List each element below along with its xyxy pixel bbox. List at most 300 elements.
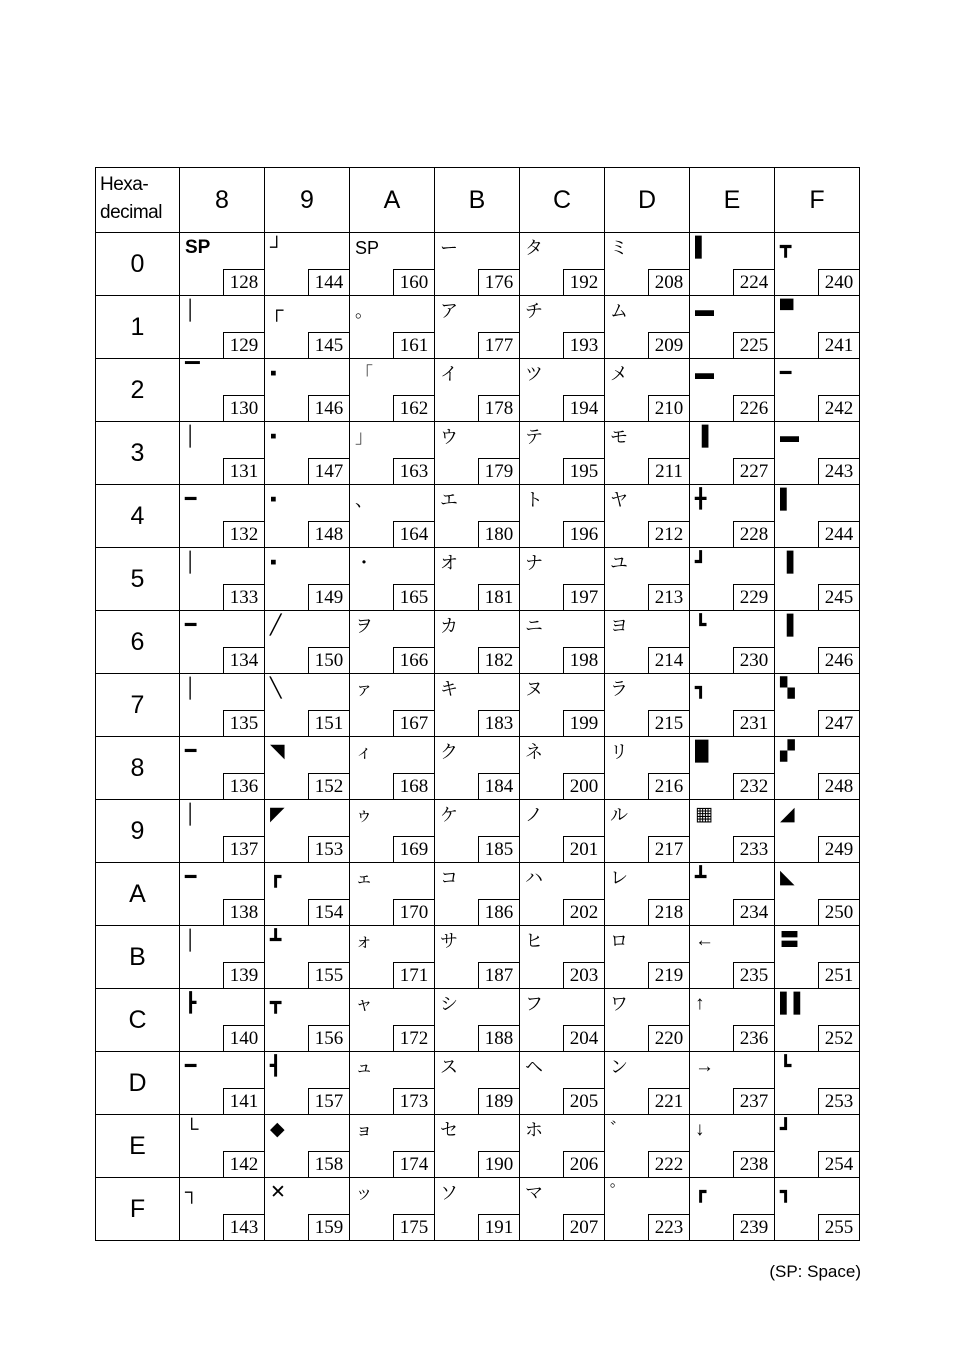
decimal-code: 243 <box>818 458 859 484</box>
code-cell <box>605 800 690 863</box>
decimal-code: 247 <box>818 710 859 736</box>
row-header-C: C <box>96 989 180 1052</box>
character-glyph: レ <box>610 868 628 888</box>
code-cell <box>435 800 520 863</box>
decimal-code: 175 <box>393 1214 434 1240</box>
character-glyph: ┐ <box>185 1182 199 1203</box>
character-glyph: ▬ <box>695 300 714 321</box>
character-glyph: ネ <box>525 742 543 762</box>
code-cell <box>180 1052 265 1115</box>
hexadecimal-corner-label <box>96 168 180 233</box>
code-cell <box>520 233 605 296</box>
decimal-code: 199 <box>563 710 604 736</box>
character-glyph: ╱ <box>270 615 282 636</box>
character-glyph: ォ <box>355 931 373 951</box>
decimal-code: 129 <box>223 332 264 358</box>
decimal-code: 187 <box>478 962 519 988</box>
table-row <box>96 548 860 611</box>
decimal-code: 152 <box>308 773 349 799</box>
character-glyph: ◢ <box>780 804 795 825</box>
character-glyph: │ <box>185 426 197 447</box>
code-cell <box>690 548 775 611</box>
code-cell <box>435 1178 520 1241</box>
decimal-code: 232 <box>733 773 774 799</box>
code-cell <box>265 989 350 1052</box>
character-glyph: ▪ <box>270 489 277 510</box>
column-header-B: B <box>435 168 520 233</box>
character-glyph: ワ <box>610 994 628 1014</box>
code-cell <box>350 359 435 422</box>
column-header-row <box>96 168 860 233</box>
row-header-7: 7 <box>96 674 180 737</box>
code-cell <box>605 674 690 737</box>
code-cell <box>520 1052 605 1115</box>
code-cell <box>520 863 605 926</box>
decimal-code: 183 <box>478 710 519 736</box>
character-glyph: ェ <box>355 868 373 888</box>
character-glyph: イ <box>440 364 458 384</box>
character-glyph: → <box>695 1056 714 1077</box>
code-cell <box>180 485 265 548</box>
column-header-A: A <box>350 168 435 233</box>
code-cell <box>350 548 435 611</box>
character-glyph: エ <box>440 490 458 510</box>
row-header-2: 2 <box>96 359 180 422</box>
character-glyph: ◣ <box>780 867 795 888</box>
code-cell <box>605 737 690 800</box>
code-cell <box>180 359 265 422</box>
decimal-code: 163 <box>393 458 434 484</box>
code-cell <box>775 863 860 926</box>
character-glyph: ハ <box>525 868 543 888</box>
decimal-code: 150 <box>308 647 349 673</box>
decimal-code: 165 <box>393 584 434 610</box>
character-glyph: │ <box>185 552 197 573</box>
decimal-code: 213 <box>648 584 689 610</box>
decimal-code: 166 <box>393 647 434 673</box>
character-glyph: コ <box>440 868 458 888</box>
code-cell <box>435 1052 520 1115</box>
character-glyph: タ <box>525 238 543 258</box>
decimal-code: 221 <box>648 1088 689 1114</box>
character-glyph: ━ <box>185 489 197 510</box>
code-cell <box>435 233 520 296</box>
decimal-code: 130 <box>223 395 264 421</box>
decimal-code: 239 <box>733 1214 774 1240</box>
character-glyph: ✕ <box>270 1182 286 1203</box>
code-cell <box>605 989 690 1052</box>
row-header-F: F <box>96 1178 180 1241</box>
column-header-9: 9 <box>265 168 350 233</box>
decimal-code: 185 <box>478 836 519 862</box>
code-cell <box>265 296 350 359</box>
character-glyph: 、 <box>355 490 373 510</box>
code-cell <box>265 737 350 800</box>
decimal-code: 160 <box>393 269 434 295</box>
decimal-code: 171 <box>393 962 434 988</box>
character-glyph: ス <box>440 1057 458 1077</box>
row-header-A: A <box>96 863 180 926</box>
table-row <box>96 296 860 359</box>
code-cell <box>520 485 605 548</box>
code-cell <box>605 611 690 674</box>
character-glyph: ◆ <box>270 1119 285 1140</box>
decimal-code: 151 <box>308 710 349 736</box>
corner-line-1: Hexa- <box>100 174 149 195</box>
character-glyph: ┏ <box>270 867 282 888</box>
code-cell <box>520 989 605 1052</box>
character-glyph: ┌ <box>270 300 284 321</box>
character-glyph: ┻ <box>695 867 707 888</box>
character-glyph: ▀ <box>780 300 794 321</box>
decimal-code: 229 <box>733 584 774 610</box>
decimal-code: 128 <box>223 269 264 295</box>
code-cell <box>265 611 350 674</box>
code-cell <box>350 863 435 926</box>
decimal-code: 215 <box>648 710 689 736</box>
decimal-code: 191 <box>478 1214 519 1240</box>
character-glyph: ━ <box>185 615 197 636</box>
character-glyph: 。 <box>355 301 373 321</box>
decimal-code: 143 <box>223 1214 264 1240</box>
code-cell <box>690 926 775 989</box>
character-glyph: ャ <box>355 994 373 1014</box>
table-row <box>96 989 860 1052</box>
row-header-B: B <box>96 926 180 989</box>
code-cell <box>265 863 350 926</box>
decimal-code: 135 <box>223 710 264 736</box>
decimal-code: 155 <box>308 962 349 988</box>
decimal-code: 210 <box>648 395 689 421</box>
character-glyph: ル <box>610 805 628 825</box>
decimal-code: 237 <box>733 1088 774 1114</box>
decimal-code: 217 <box>648 836 689 862</box>
character-glyph: ▐ <box>780 552 794 573</box>
code-cell <box>775 233 860 296</box>
code-cell <box>350 233 435 296</box>
character-glyph: │ <box>185 804 197 825</box>
column-header-E: E <box>690 168 775 233</box>
decimal-code: 255 <box>818 1214 859 1240</box>
code-cell <box>350 611 435 674</box>
decimal-code: 132 <box>223 521 264 547</box>
decimal-code: 139 <box>223 962 264 988</box>
code-cell <box>265 1178 350 1241</box>
character-glyph: ツ <box>525 364 543 384</box>
character-glyph: ◥ <box>270 741 285 762</box>
character-glyph: 〓 <box>780 930 800 951</box>
code-cell <box>350 737 435 800</box>
code-cell <box>605 359 690 422</box>
character-glyph: ┗ <box>695 615 707 636</box>
corner-line-2: decimal <box>100 202 162 223</box>
decimal-code: 137 <box>223 836 264 862</box>
code-cell <box>690 233 775 296</box>
code-cell <box>520 1115 605 1178</box>
decimal-code: 200 <box>563 773 604 799</box>
character-glyph: │ <box>185 300 197 321</box>
code-cell <box>265 1115 350 1178</box>
code-cell <box>350 674 435 737</box>
decimal-code: 145 <box>308 332 349 358</box>
row-header-9: 9 <box>96 800 180 863</box>
decimal-code: 233 <box>733 836 774 862</box>
character-glyph: ┏ <box>695 1182 707 1203</box>
code-cell <box>265 548 350 611</box>
character-glyph: ッ <box>355 1183 373 1203</box>
column-header-F: F <box>775 168 860 233</box>
character-glyph: ▦ <box>695 804 713 825</box>
code-cell <box>350 1115 435 1178</box>
code-cell <box>180 926 265 989</box>
table-row <box>96 1115 860 1178</box>
character-glyph: ━ <box>185 741 197 762</box>
decimal-code: 168 <box>393 773 434 799</box>
code-cell <box>605 548 690 611</box>
character-glyph: サ <box>440 931 458 951</box>
decimal-code: 149 <box>308 584 349 610</box>
character-glyph: ヤ <box>610 490 628 510</box>
code-cell <box>690 485 775 548</box>
footnote: (SP: Space) <box>769 1262 861 1281</box>
decimal-code: 225 <box>733 332 774 358</box>
character-glyph: ┳ <box>270 993 282 1014</box>
code-cell <box>605 485 690 548</box>
code-cell <box>775 296 860 359</box>
code-cell <box>520 422 605 485</box>
character-glyph: ▔ <box>185 363 200 384</box>
character-glyph: SP <box>355 238 380 258</box>
character-glyph: SP <box>185 237 211 258</box>
character-glyph: │ <box>185 678 197 699</box>
code-cell <box>265 485 350 548</box>
code-cell <box>350 485 435 548</box>
code-cell <box>775 548 860 611</box>
character-glyph: │ <box>185 930 197 951</box>
code-cell <box>775 1178 860 1241</box>
code-cell <box>605 296 690 359</box>
character-glyph: ▌ <box>695 237 709 258</box>
code-cell <box>350 800 435 863</box>
code-cell <box>690 1115 775 1178</box>
character-glyph: 」 <box>355 427 373 447</box>
decimal-code: 204 <box>563 1025 604 1051</box>
decimal-code: 231 <box>733 710 774 736</box>
decimal-code: 196 <box>563 521 604 547</box>
character-glyph: ▚ <box>780 678 795 699</box>
code-cell <box>690 1178 775 1241</box>
decimal-code: 246 <box>818 647 859 673</box>
code-cell <box>690 1052 775 1115</box>
code-cell <box>265 233 350 296</box>
decimal-code: 214 <box>648 647 689 673</box>
code-cell <box>775 926 860 989</box>
character-glyph: ┫ <box>270 1056 282 1077</box>
row-header-3: 3 <box>96 422 180 485</box>
character-glyph: ▐ <box>780 615 794 636</box>
table-row <box>96 422 860 485</box>
code-cell <box>265 926 350 989</box>
code-cell <box>180 296 265 359</box>
decimal-code: 223 <box>648 1214 689 1240</box>
character-glyph: 「 <box>355 364 373 384</box>
character-glyph: チ <box>525 301 543 321</box>
character-glyph: ╋ <box>695 489 707 510</box>
code-cell <box>690 611 775 674</box>
character-glyph: ヲ <box>355 616 373 636</box>
code-cell <box>180 863 265 926</box>
decimal-code: 211 <box>648 458 689 484</box>
character-glyph: ┻ <box>270 930 282 951</box>
character-glyph: ー <box>440 238 458 258</box>
character-glyph: カ <box>440 616 458 636</box>
decimal-code: 179 <box>478 458 519 484</box>
row-header-0: 0 <box>96 233 180 296</box>
character-glyph: ゛ <box>610 1120 628 1140</box>
decimal-code: 205 <box>563 1088 604 1114</box>
character-glyph: ▌ <box>780 489 794 510</box>
decimal-code: 203 <box>563 962 604 988</box>
code-cell <box>265 422 350 485</box>
decimal-code: 220 <box>648 1025 689 1051</box>
code-cell <box>435 674 520 737</box>
character-glyph: ゥ <box>355 805 373 825</box>
decimal-code: 173 <box>393 1088 434 1114</box>
character-glyph: ウ <box>440 427 458 447</box>
code-cell <box>775 800 860 863</box>
row-header-6: 6 <box>96 611 180 674</box>
decimal-code: 195 <box>563 458 604 484</box>
code-cell <box>265 674 350 737</box>
code-cell <box>690 737 775 800</box>
character-glyph: ▬ <box>780 426 799 447</box>
code-cell <box>690 989 775 1052</box>
decimal-code: 189 <box>478 1088 519 1114</box>
decimal-code: 154 <box>308 899 349 925</box>
character-glyph: ョ <box>355 1120 373 1140</box>
decimal-code: 198 <box>563 647 604 673</box>
decimal-code: 169 <box>393 836 434 862</box>
character-glyph: ▞ <box>780 741 795 762</box>
character-glyph: ク <box>440 742 458 762</box>
character-glyph: ヨ <box>610 616 628 636</box>
decimal-code: 167 <box>393 710 434 736</box>
character-glyph: ノ <box>525 805 543 825</box>
decimal-code: 202 <box>563 899 604 925</box>
decimal-code: 194 <box>563 395 604 421</box>
table-row <box>96 800 860 863</box>
character-glyph: シ <box>440 994 458 1014</box>
character-glyph: ▪ <box>270 426 277 447</box>
character-glyph: ┗ <box>780 1056 792 1077</box>
decimal-code: 134 <box>223 647 264 673</box>
code-cell <box>605 422 690 485</box>
character-glyph: └ <box>185 1119 199 1140</box>
character-glyph: メ <box>610 364 628 384</box>
character-glyph: テ <box>525 427 543 447</box>
character-glyph: ヒ <box>525 931 543 951</box>
character-glyph: ╲ <box>270 678 282 699</box>
code-cell <box>520 611 605 674</box>
character-glyph: ラ <box>610 679 628 699</box>
code-cell <box>180 674 265 737</box>
code-cell <box>350 926 435 989</box>
decimal-code: 159 <box>308 1214 349 1240</box>
decimal-code: 248 <box>818 773 859 799</box>
row-header-1: 1 <box>96 296 180 359</box>
code-cell <box>520 1178 605 1241</box>
decimal-code: 242 <box>818 395 859 421</box>
decimal-code: 226 <box>733 395 774 421</box>
column-header-C: C <box>520 168 605 233</box>
character-glyph: ァ <box>355 679 373 699</box>
character-glyph: ュ <box>355 1057 373 1077</box>
decimal-code: 224 <box>733 269 774 295</box>
character-glyph: ┓ <box>695 678 707 699</box>
decimal-code: 254 <box>818 1151 859 1177</box>
character-glyph: マ <box>525 1183 543 1203</box>
decimal-code: 250 <box>818 899 859 925</box>
table-row <box>96 233 860 296</box>
code-cell <box>350 422 435 485</box>
table-row <box>96 1052 860 1115</box>
decimal-code: 133 <box>223 584 264 610</box>
decimal-code: 161 <box>393 332 434 358</box>
decimal-code: 208 <box>648 269 689 295</box>
code-cell <box>435 1115 520 1178</box>
decimal-code: 170 <box>393 899 434 925</box>
character-glyph: ゜ <box>610 1183 628 1203</box>
character-glyph: ▐ <box>695 426 709 447</box>
character-glyph: ヘ <box>525 1057 543 1077</box>
code-cell <box>180 989 265 1052</box>
code-cell <box>350 1052 435 1115</box>
table-row <box>96 611 860 674</box>
code-cell <box>350 1178 435 1241</box>
code-cell <box>775 1115 860 1178</box>
code-table-body <box>96 233 860 1241</box>
code-cell <box>350 296 435 359</box>
code-cell <box>350 989 435 1052</box>
code-cell <box>605 1052 690 1115</box>
decimal-code: 172 <box>393 1025 434 1051</box>
code-cell <box>180 737 265 800</box>
code-cell <box>180 800 265 863</box>
decimal-code: 209 <box>648 332 689 358</box>
code-cell <box>265 1052 350 1115</box>
code-cell <box>690 863 775 926</box>
decimal-code: 174 <box>393 1151 434 1177</box>
character-glyph: ロ <box>610 931 628 951</box>
decimal-code: 142 <box>223 1151 264 1177</box>
decimal-code: 182 <box>478 647 519 673</box>
character-glyph: ム <box>610 301 628 321</box>
character-glyph: ア <box>440 301 458 321</box>
decimal-code: 148 <box>308 521 349 547</box>
decimal-code: 131 <box>223 458 264 484</box>
character-code-table <box>95 167 860 1241</box>
character-glyph: ┓ <box>780 1182 792 1203</box>
character-glyph: オ <box>440 553 458 573</box>
code-cell <box>775 989 860 1052</box>
code-cell <box>520 674 605 737</box>
table-row <box>96 863 860 926</box>
decimal-code: 244 <box>818 521 859 547</box>
code-cell <box>520 548 605 611</box>
column-header-D: D <box>605 168 690 233</box>
decimal-code: 201 <box>563 836 604 862</box>
code-cell <box>690 422 775 485</box>
